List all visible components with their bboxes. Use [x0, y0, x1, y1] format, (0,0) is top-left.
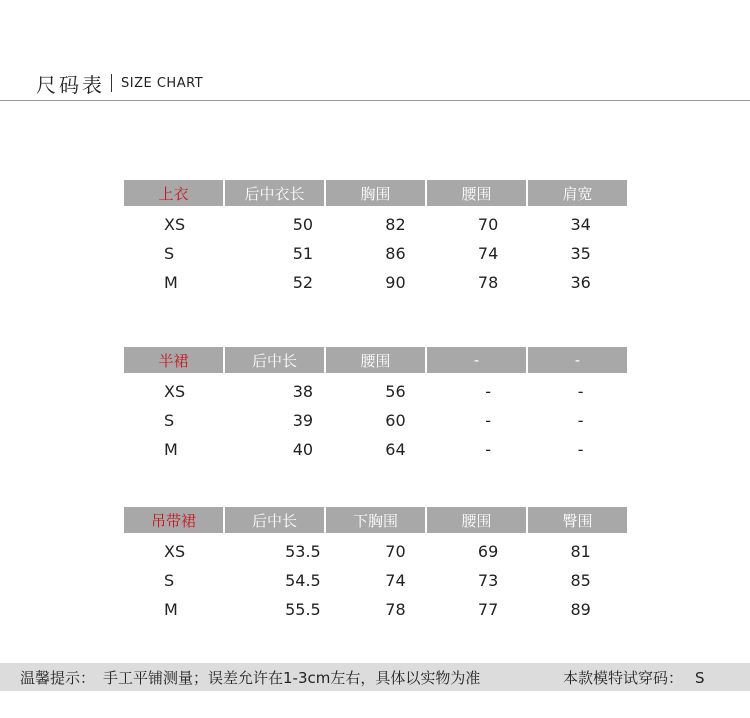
title-divider [111, 74, 112, 92]
table-cell: 78 [385, 600, 406, 619]
table-cell: - [485, 440, 491, 459]
table-cell: 38 [292, 382, 314, 401]
table-cell: 39 [292, 411, 314, 430]
model-size-value: S [695, 668, 705, 687]
size-table-slip-dress [124, 507, 627, 624]
table-row [124, 377, 627, 406]
size-label: M [164, 273, 178, 292]
table-cell: - [577, 411, 584, 430]
table-cell: 50 [292, 215, 314, 234]
table-cell: 90 [385, 273, 406, 292]
model-size-note [563, 667, 705, 688]
table-header-row [124, 180, 627, 206]
size-label: S [164, 411, 175, 430]
table-header-cell: 后中长 [225, 347, 324, 373]
page-title-cn: 尺码表 [36, 72, 105, 97]
table-row [124, 406, 627, 435]
table-category-label: 上衣 [124, 180, 223, 206]
table-header-cell: 下胸围 [326, 507, 425, 533]
table-header-cell: 腰围 [427, 180, 526, 206]
table-row [124, 210, 627, 239]
table-body [124, 537, 627, 624]
size-table-skirt [124, 347, 627, 464]
table-header-cell: - [528, 347, 627, 373]
page-title-en: SIZE CHART [121, 75, 204, 91]
table-row [124, 595, 627, 624]
table-cell: - [485, 411, 491, 430]
table-header-cell: - [427, 347, 526, 373]
table-cell: 74 [385, 571, 406, 590]
table-cell: 64 [385, 440, 406, 459]
table-cell: 73 [477, 571, 499, 590]
table-row [124, 239, 627, 268]
table-cell: 82 [385, 215, 406, 234]
table-cell: 54.5 [285, 571, 321, 590]
table-cell: 53.5 [285, 542, 321, 561]
size-table-top [124, 180, 627, 297]
table-cell: 70 [477, 215, 499, 234]
size-label: M [164, 440, 178, 459]
size-label: XS [164, 215, 186, 234]
header-rule [0, 100, 750, 101]
measurement-tip [0, 667, 480, 688]
table-cell: 78 [477, 273, 499, 292]
table-cell: 60 [385, 411, 406, 430]
table-header-row [124, 507, 627, 533]
page-header [36, 68, 203, 98]
table-row [124, 566, 627, 595]
table-cell: 55.5 [285, 600, 321, 619]
table-header-cell: 臀围 [528, 507, 627, 533]
tip-text: 手工平铺测量；误差允许在1-3cm左右，具体以实物为准 [103, 668, 481, 687]
table-header-cell: 腰围 [326, 347, 425, 373]
table-cell: 40 [292, 440, 314, 459]
table-header-cell: 腰围 [427, 507, 526, 533]
table-cell: 52 [292, 273, 314, 292]
table-cell: 89 [570, 600, 591, 619]
table-header-cell: 胸围 [326, 180, 425, 206]
size-label: S [164, 244, 175, 263]
model-size-label: 本款模特试穿码： [563, 668, 684, 687]
table-body [124, 377, 627, 464]
table-cell: 86 [385, 244, 406, 263]
table-category-label: 半裙 [124, 347, 223, 373]
table-cell: - [485, 382, 491, 401]
table-row [124, 435, 627, 464]
table-cell: 69 [477, 542, 499, 561]
table-cell: 74 [477, 244, 499, 263]
table-cell: - [577, 440, 584, 459]
table-cell: 70 [385, 542, 406, 561]
table-cell: 81 [570, 542, 591, 561]
table-header-cell: 肩宽 [528, 180, 627, 206]
table-cell: 56 [385, 382, 406, 401]
size-label: XS [164, 542, 186, 561]
table-cell: 85 [570, 571, 591, 590]
table-row [124, 268, 627, 297]
table-body [124, 210, 627, 297]
table-row [124, 537, 627, 566]
table-cell: 77 [477, 600, 499, 619]
size-label: XS [164, 382, 186, 401]
table-header-row [124, 347, 627, 373]
table-category-label: 吊带裙 [124, 507, 223, 533]
tip-label: 温馨提示： [20, 668, 96, 687]
table-cell: - [577, 382, 584, 401]
table-cell: 35 [570, 244, 591, 263]
table-cell: 51 [292, 244, 314, 263]
table-header-cell: 后中衣长 [225, 180, 324, 206]
footer-note-bar [0, 663, 750, 691]
size-label: S [164, 571, 175, 590]
table-cell: 34 [570, 215, 591, 234]
size-label: M [164, 600, 178, 619]
table-cell: 36 [570, 273, 591, 292]
table-header-cell: 后中长 [225, 507, 324, 533]
